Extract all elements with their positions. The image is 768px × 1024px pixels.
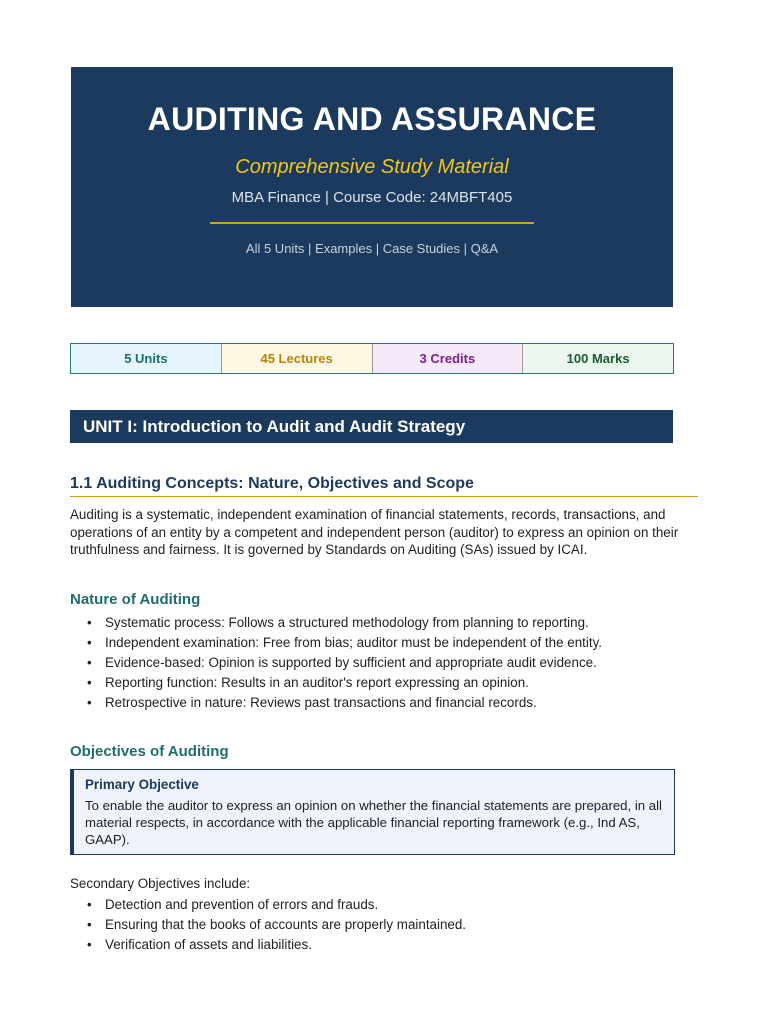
banner-divider xyxy=(210,222,534,224)
stat-marks: 100 Marks xyxy=(523,344,673,373)
secondary-list xyxy=(70,895,466,955)
callout-title: Primary Objective xyxy=(85,777,199,792)
document-subtitle: Comprehensive Study Material xyxy=(235,156,509,178)
nature-heading: Nature of Auditing xyxy=(70,591,201,608)
callout-body: To enable the auditor to express an opinion on whether the financial statements are prepared, in all material respects, in accordance with the applicable financial reporting framework (e.g., Ind AS, GAAP). xyxy=(85,798,662,848)
stat-lectures: 45 Lectures xyxy=(222,344,373,373)
list-item: • Ensuring that the books of accounts are properly maintained. xyxy=(70,915,466,935)
secondary-intro: Secondary Objectives include: xyxy=(70,876,251,891)
list-item: • Retrospective in nature: Reviews past transactions and financial records. xyxy=(70,693,602,713)
stats-row xyxy=(70,343,674,374)
nature-list xyxy=(70,613,602,713)
list-item: • Verification of assets and liabilities. xyxy=(70,935,466,955)
document-title: AUDITING AND ASSURANCE xyxy=(147,101,597,137)
stat-credits: 3 Credits xyxy=(373,344,524,373)
list-item: • Independent examination: Free from bias; auditor must be independent of the entity. xyxy=(70,633,602,653)
list-item: • Detection and prevention of errors and frauds. xyxy=(70,895,466,915)
list-item: • Reporting function: Results in an auditor's report expressing an opinion. xyxy=(70,673,602,693)
stat-units: 5 Units xyxy=(71,344,222,373)
section-intro: Auditing is a systematic, independent examination of financial statements, records, transactions, and operations of an entity by a competent and independent person (auditor) to express an opinion on their truthfulness and fairness. It is governed by Standards on Auditing (SAs) issued by ICAI. xyxy=(70,507,679,558)
title-banner xyxy=(71,67,673,307)
list-item: • Evidence-based: Opinion is supported by sufficient and appropriate audit evidence. xyxy=(70,653,602,673)
objectives-heading: Objectives of Auditing xyxy=(70,743,229,760)
section-title: 1.1 Auditing Concepts: Nature, Objectives and Scope xyxy=(70,475,698,497)
course-code: MBA Finance | Course Code: 24MBFT405 xyxy=(231,189,513,206)
list-item: • Systematic process: Follows a structured methodology from planning to reporting. xyxy=(70,613,602,633)
unit-heading: UNIT I: Introduction to Audit and Audit Strategy xyxy=(70,410,673,443)
primary-objective-callout xyxy=(70,769,675,855)
banner-meta: All 5 Units | Examples | Case Studies | Q&A xyxy=(245,241,499,256)
